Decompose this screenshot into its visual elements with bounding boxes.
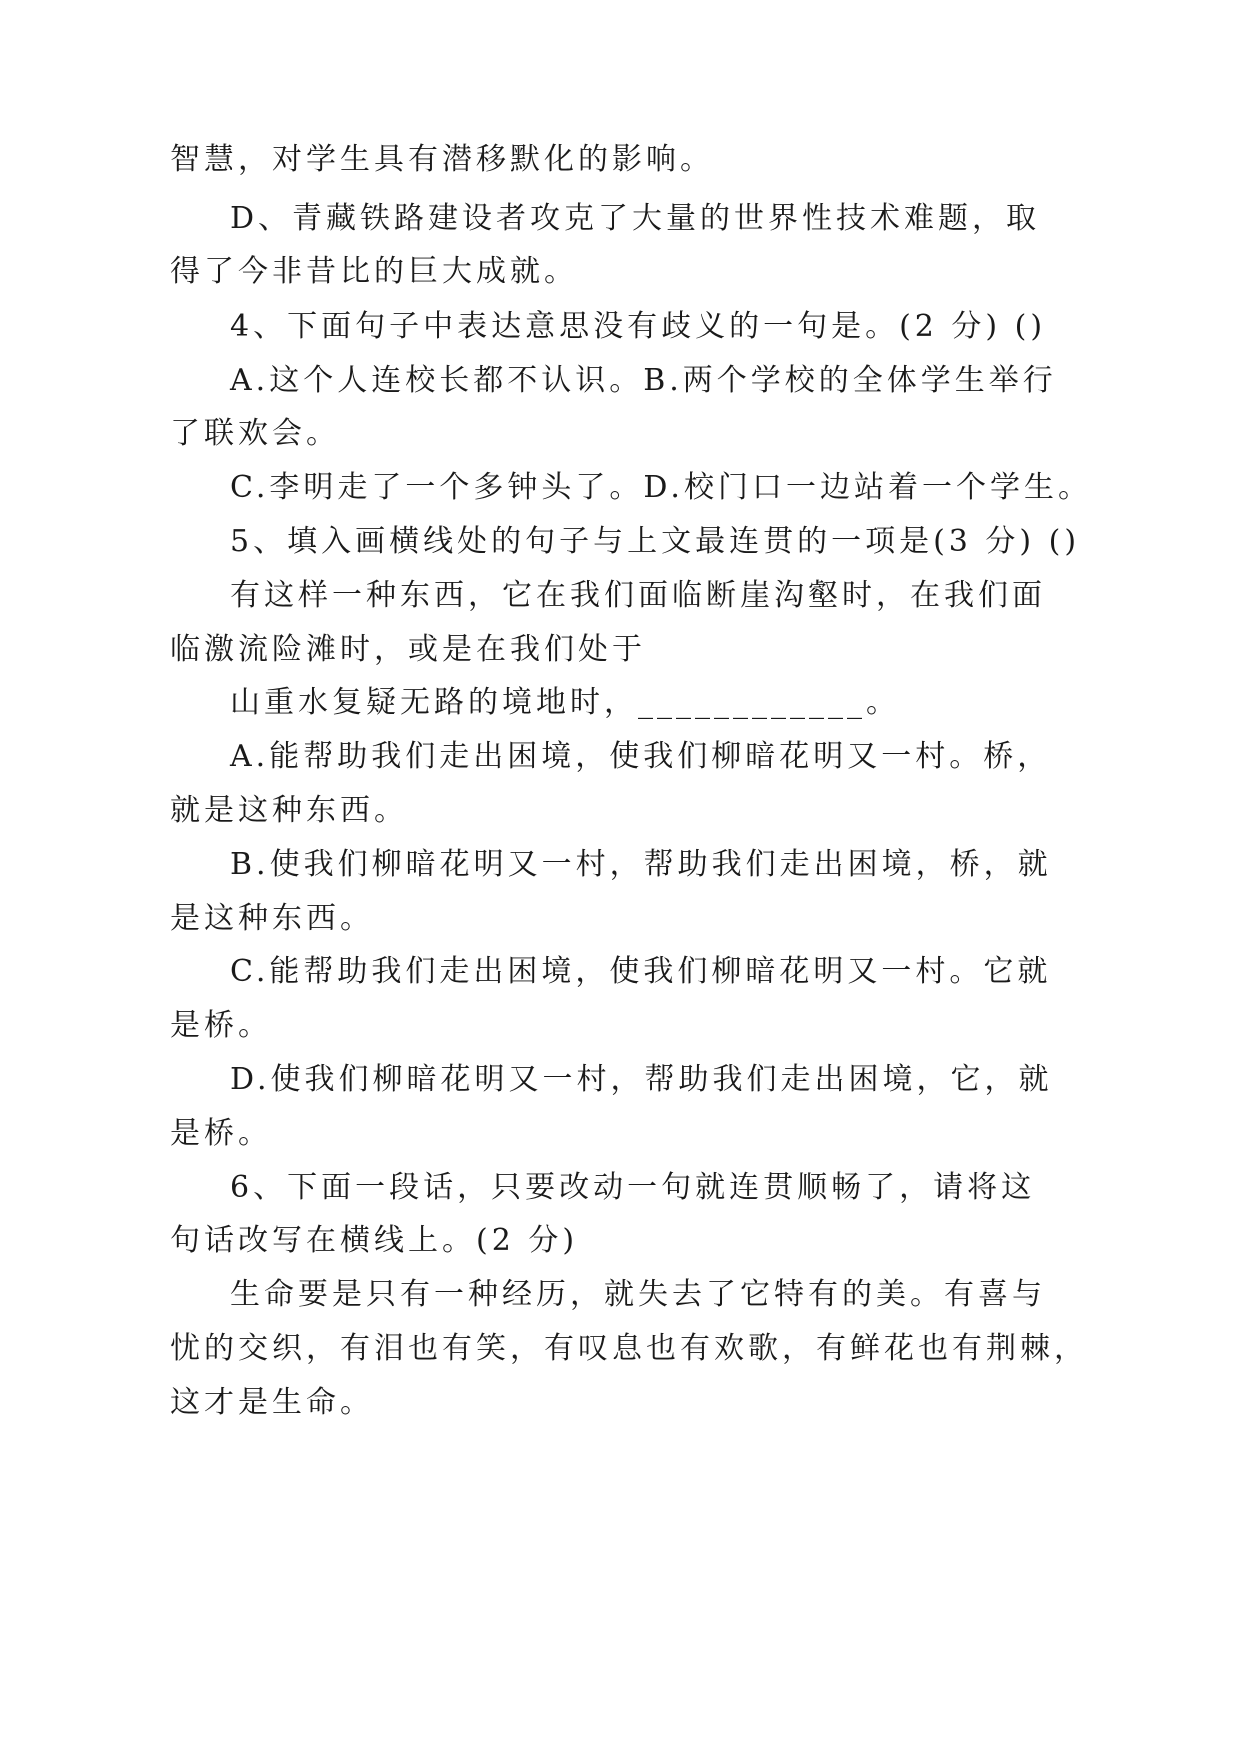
text-line: 得了今非昔比的巨大成就。 (170, 254, 578, 289)
option-d: D.使我们柳暗花明又一村，帮助我们走出困境，它，就 (230, 1062, 1053, 1097)
passage-line: 忧的交织，有泪也有笑，有叹息也有欢歌，有鲜花也有荆棘， (170, 1331, 1088, 1366)
option-b: B.使我们柳暗花明又一村，帮助我们走出困境，桥，就 (230, 847, 1052, 882)
option-c: C.能帮助我们走出困境，使我们柳暗花明又一村。它就 (230, 954, 1052, 989)
option-a: A.能帮助我们走出困境，使我们柳暗花明又一村。桥， (230, 739, 1052, 774)
fill-blank-line: 山重水复疑无路的境地时，____________。 (230, 685, 900, 720)
passage-line: 这才是生命。 (170, 1385, 374, 1420)
option-b-cont: 是这种东西。 (170, 901, 374, 936)
option-d-cont: 是桥。 (170, 1116, 272, 1151)
option-a-cont: 就是这种东西。 (170, 793, 408, 828)
question-5: 5、填入画横线处的句子与上文最连贯的一项是(3 分) () (230, 524, 1081, 559)
text-line: D、青藏铁路建设者攻克了大量的世界性技术难题，取 (230, 201, 1041, 236)
option-line: C.李明走了一个多钟头了。D.校门口一边站着一个学生。 (230, 470, 1092, 505)
text-line: 有这样一种东西，它在我们面临断崖沟壑时，在我们面 (230, 578, 1046, 613)
question-6: 6、下面一段话，只要改动一句就连贯顺畅了，请将这 (230, 1170, 1036, 1205)
option-c-cont: 是桥。 (170, 1008, 272, 1043)
text-line: 智慧，对学生具有潜移默化的影响。 (170, 142, 714, 177)
option-line: 了联欢会。 (170, 416, 340, 451)
text-line: 临激流险滩时，或是在我们处于 (170, 632, 646, 667)
question-6-cont: 句话改写在横线上。(2 分) (170, 1223, 579, 1258)
passage-line: 生命要是只有一种经历，就失去了它特有的美。有喜与 (230, 1277, 1046, 1312)
option-line: A.这个人连校长都不认识。B.两个学校的全体学生举行 (230, 363, 1057, 398)
question-4: 4、下面句子中表达意思没有歧义的一句是。(2 分) () (230, 309, 1047, 344)
